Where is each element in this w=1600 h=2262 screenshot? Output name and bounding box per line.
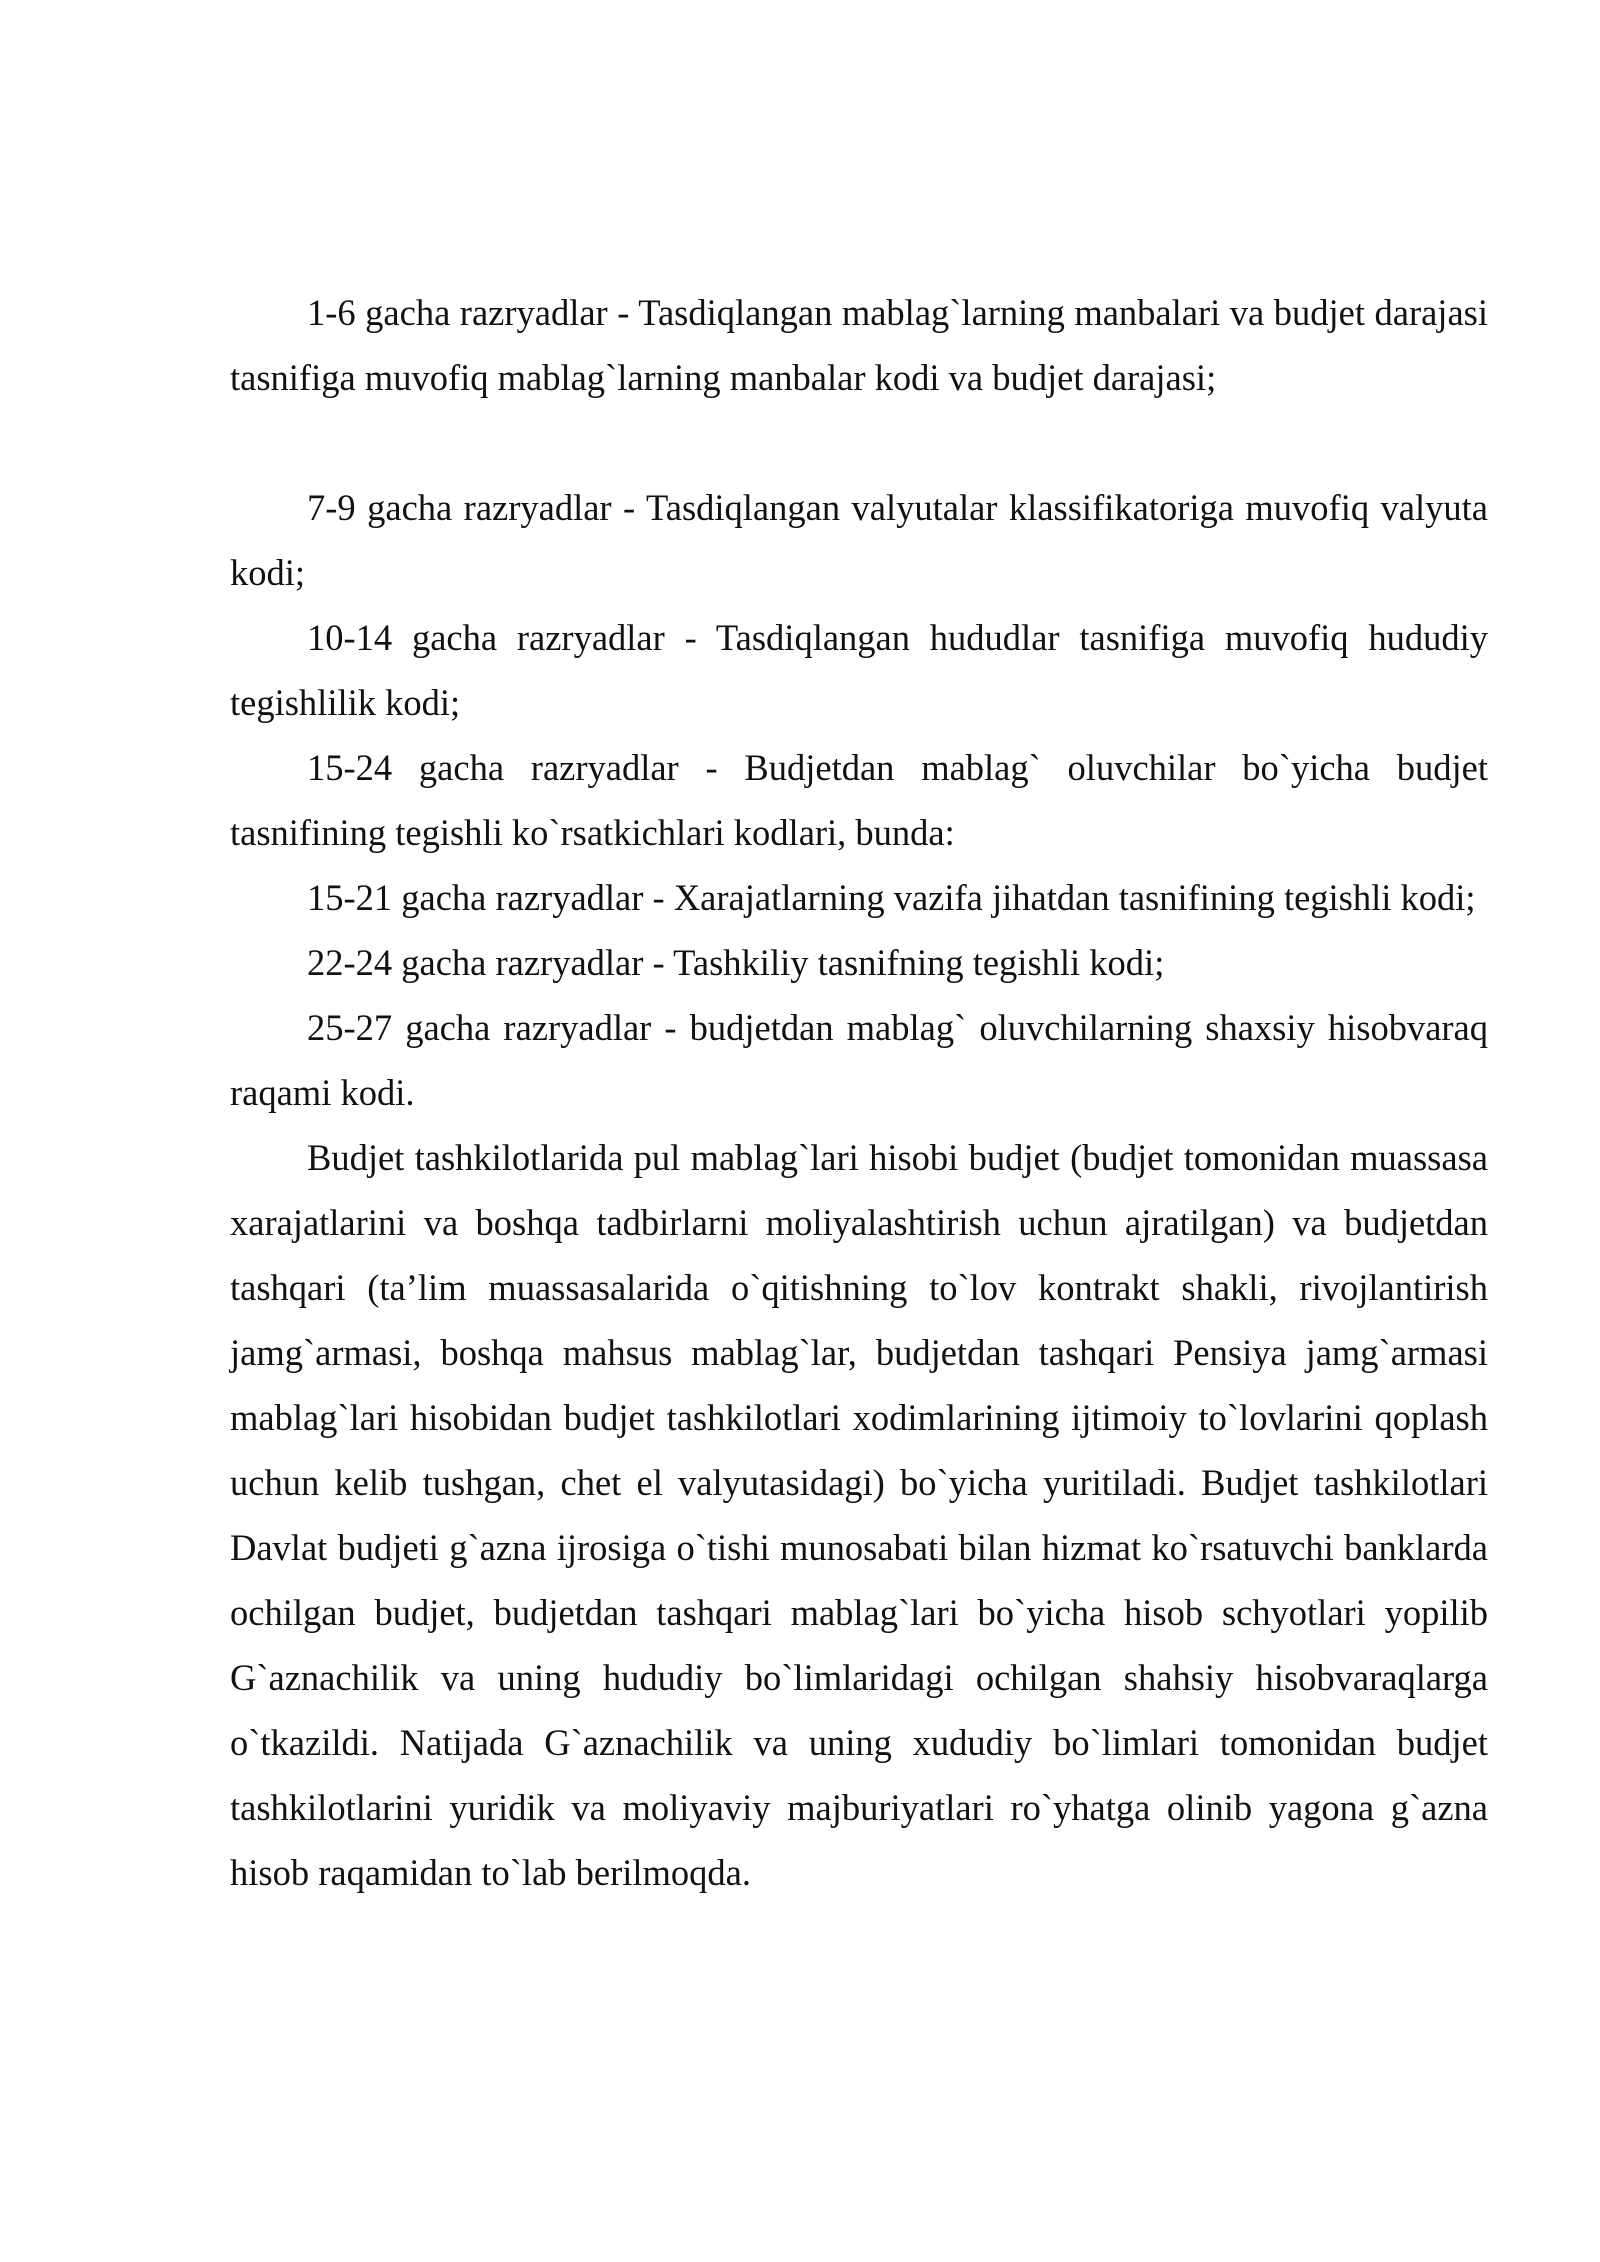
- paragraph-razryad-10-14: 10-14 gacha razryadlar - Tasdiqlangan hududlar tasnifiga muvofiq hududiy tegishlilik kodi;: [230, 617, 1488, 723]
- document-body: [230, 280, 1488, 1905]
- paragraph-razryad-1-6: 1-6 gacha razryadlar - Tasdiqlangan mablag`larning manbalari va budjet darajasi tasnifiga muvofiq mablag`larning manbalar kodi va budjet darajasi;: [230, 292, 1488, 398]
- paragraph-razryad-7-9: 7-9 gacha razryadlar - Tasdiqlangan valyutalar klassifikatoriga muvofiq valyuta kodi;: [230, 487, 1488, 593]
- paragraph-razryad-15-24: 15-24 gacha razryadlar - Budjetdan mablag` oluvchilar bo`yicha budjet tasnifining tegishli ko`rsatkichlari kodlari, bunda:: [230, 747, 1488, 853]
- paragraph-razryad-22-24: 22-24 gacha razryadlar - Tashkiliy tasnifning tegishli kodi;: [307, 942, 1165, 983]
- paragraph-budjet-tashkilotlari: Budjet tashkilotlarida pul mablag`lari hisobi budjet (budjet tomonidan muassasa xarajatlarini va boshqa tadbirlarni moliyalashtirish uchun ajratilgan) va budjetdan tashqari (ta’lim muassasalarida o`qitishning to`lov kontrakt shakli, rivojlantirish jamg`armasi, boshqa mahsus mablag`lar, budjetdan tashqari Pensiya jamg`armasi mablag`lari hisobidan budjet tashkilotlari xodimlarining ijtimoiy to`lovlarini qoplash uchun kelib tushgan, chet el valyutasidagi) bo`yicha yuritiladi. Budjet tashkilotlari Davlat budjeti g`azna ijrosiga o`tishi munosabati bilan hizmat ko`rsatuvchi banklarda ochilgan budjet, budjetdan tashqari mablag`lari bo`yicha hisob schyotlari yopilib G`aznachilik va uning hududiy bo`limlaridagi ochilgan shahsiy hisobvaraqlarga o`tkazildi. Natijada G`aznachilik va uning xududiy bo`limlari tomonidan budjet tashkilotlarini yuridik va moliyaviy majburiyatlari ro`yhatga olinib yagona g`azna hisob raqamidan to`lab berilmoqda.: [230, 1137, 1488, 1893]
- paragraph-razryad-25-27: 25-27 gacha razryadlar - budjetdan mablag` oluvchilarning shaxsiy hisobvaraq raqami kodi.: [230, 1007, 1488, 1113]
- paragraph-razryad-15-21: 15-21 gacha razryadlar - Xarajatlarning vazifa jihatdan tasnifining tegishli kodi;: [307, 877, 1476, 918]
